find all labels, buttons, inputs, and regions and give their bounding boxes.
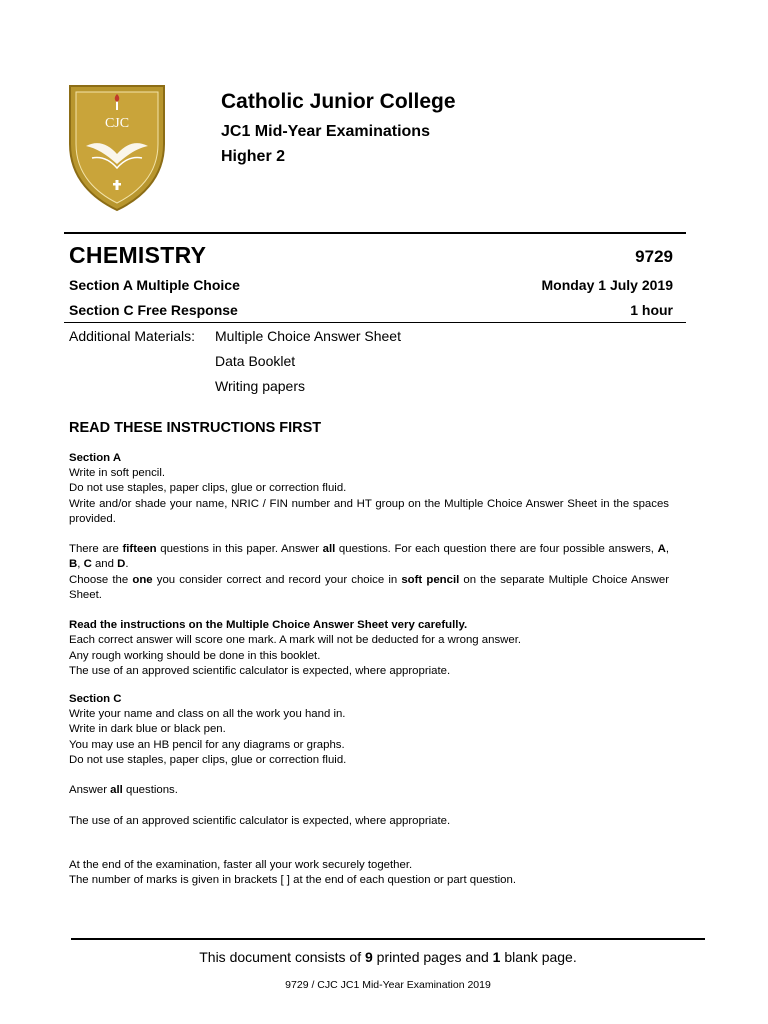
instruction-line: The use of an approved scientific calculator is expected, where appropriate. bbox=[69, 814, 451, 827]
bottom-divider bbox=[71, 938, 705, 940]
instructions-heading: READ THESE INSTRUCTIONS FIRST bbox=[69, 420, 322, 436]
instruction-paragraph: Choose the one you consider correct and record your choice in soft pencil on the separate Multiple Choice Answer Sheet. bbox=[69, 573, 669, 601]
end-of-exam-instructions bbox=[69, 858, 669, 888]
exam-date: Monday 1 July 2019 bbox=[541, 277, 673, 293]
instruction-line: Write your name and class on all the work you hand in. bbox=[69, 708, 346, 721]
subject-code: 9729 bbox=[635, 247, 673, 266]
section-c-instructions bbox=[69, 692, 669, 829]
top-divider bbox=[64, 232, 686, 234]
crest-text: CJC bbox=[104, 116, 130, 131]
instruction-line: You may use an HB pencil for any diagrams or graphs. bbox=[69, 738, 345, 751]
instruction-line: Answer all questions. bbox=[69, 784, 178, 797]
exam-level: Higher 2 bbox=[221, 148, 286, 165]
section-c-title: Section C bbox=[69, 693, 122, 705]
instruction-line: The use of an approved scientific calculator is expected, where appropriate. bbox=[69, 664, 451, 677]
material-item: Writing papers bbox=[215, 378, 306, 394]
instruction-paragraph: There are fifteen questions in this paper. Answer all questions. For each question there are four possible answers, A, B, C and D. bbox=[69, 543, 669, 571]
subject-title: CHEMISTRY bbox=[69, 242, 207, 268]
page-footer: 9729 / CJC JC1 Mid-Year Examination 2019 bbox=[285, 979, 491, 991]
school-name: Catholic Junior College bbox=[221, 90, 456, 113]
section-a-title: Section A bbox=[69, 452, 122, 464]
instruction-line: Each correct answer will score one mark. A mark will not be deducted for a wrong answer. bbox=[69, 634, 522, 647]
additional-materials-label: Additional Materials: bbox=[69, 328, 196, 344]
instruction-line: Write and/or shade your name, NRIC / FIN number and HT group on the Multiple Choice Answer Sheet in the spaces provided. bbox=[69, 497, 669, 525]
school-crest-logo bbox=[68, 84, 166, 212]
section-a-label: Section A Multiple Choice bbox=[69, 277, 240, 293]
section-c-label: Section C Free Response bbox=[69, 302, 238, 318]
middle-divider bbox=[64, 322, 686, 323]
exam-duration: 1 hour bbox=[630, 302, 673, 318]
instruction-line: Write in dark blue or black pen. bbox=[69, 723, 226, 736]
instruction-line: The number of marks is given in brackets [ ] at the end of each question or part question. bbox=[69, 874, 517, 887]
instruction-bold-line: Read the instructions on the Multiple Choice Answer Sheet very carefully. bbox=[69, 619, 468, 632]
page-count-note: This document consists of 9 printed pages and 1 blank page. bbox=[199, 949, 577, 965]
instruction-line: Write in soft pencil. bbox=[69, 467, 166, 480]
exam-title: JC1 Mid-Year Examinations bbox=[221, 123, 430, 140]
section-a-instructions bbox=[69, 451, 669, 679]
instruction-line: Do not use staples, paper clips, glue or correction fluid. bbox=[69, 482, 347, 495]
material-item: Data Booklet bbox=[215, 353, 296, 369]
instruction-line: Do not use staples, paper clips, glue or correction fluid. bbox=[69, 753, 347, 766]
instruction-line: At the end of the examination, faster all your work securely together. bbox=[69, 859, 413, 871]
material-item: Multiple Choice Answer Sheet bbox=[215, 328, 401, 344]
instruction-line: Any rough working should be done in this booklet. bbox=[69, 649, 321, 662]
